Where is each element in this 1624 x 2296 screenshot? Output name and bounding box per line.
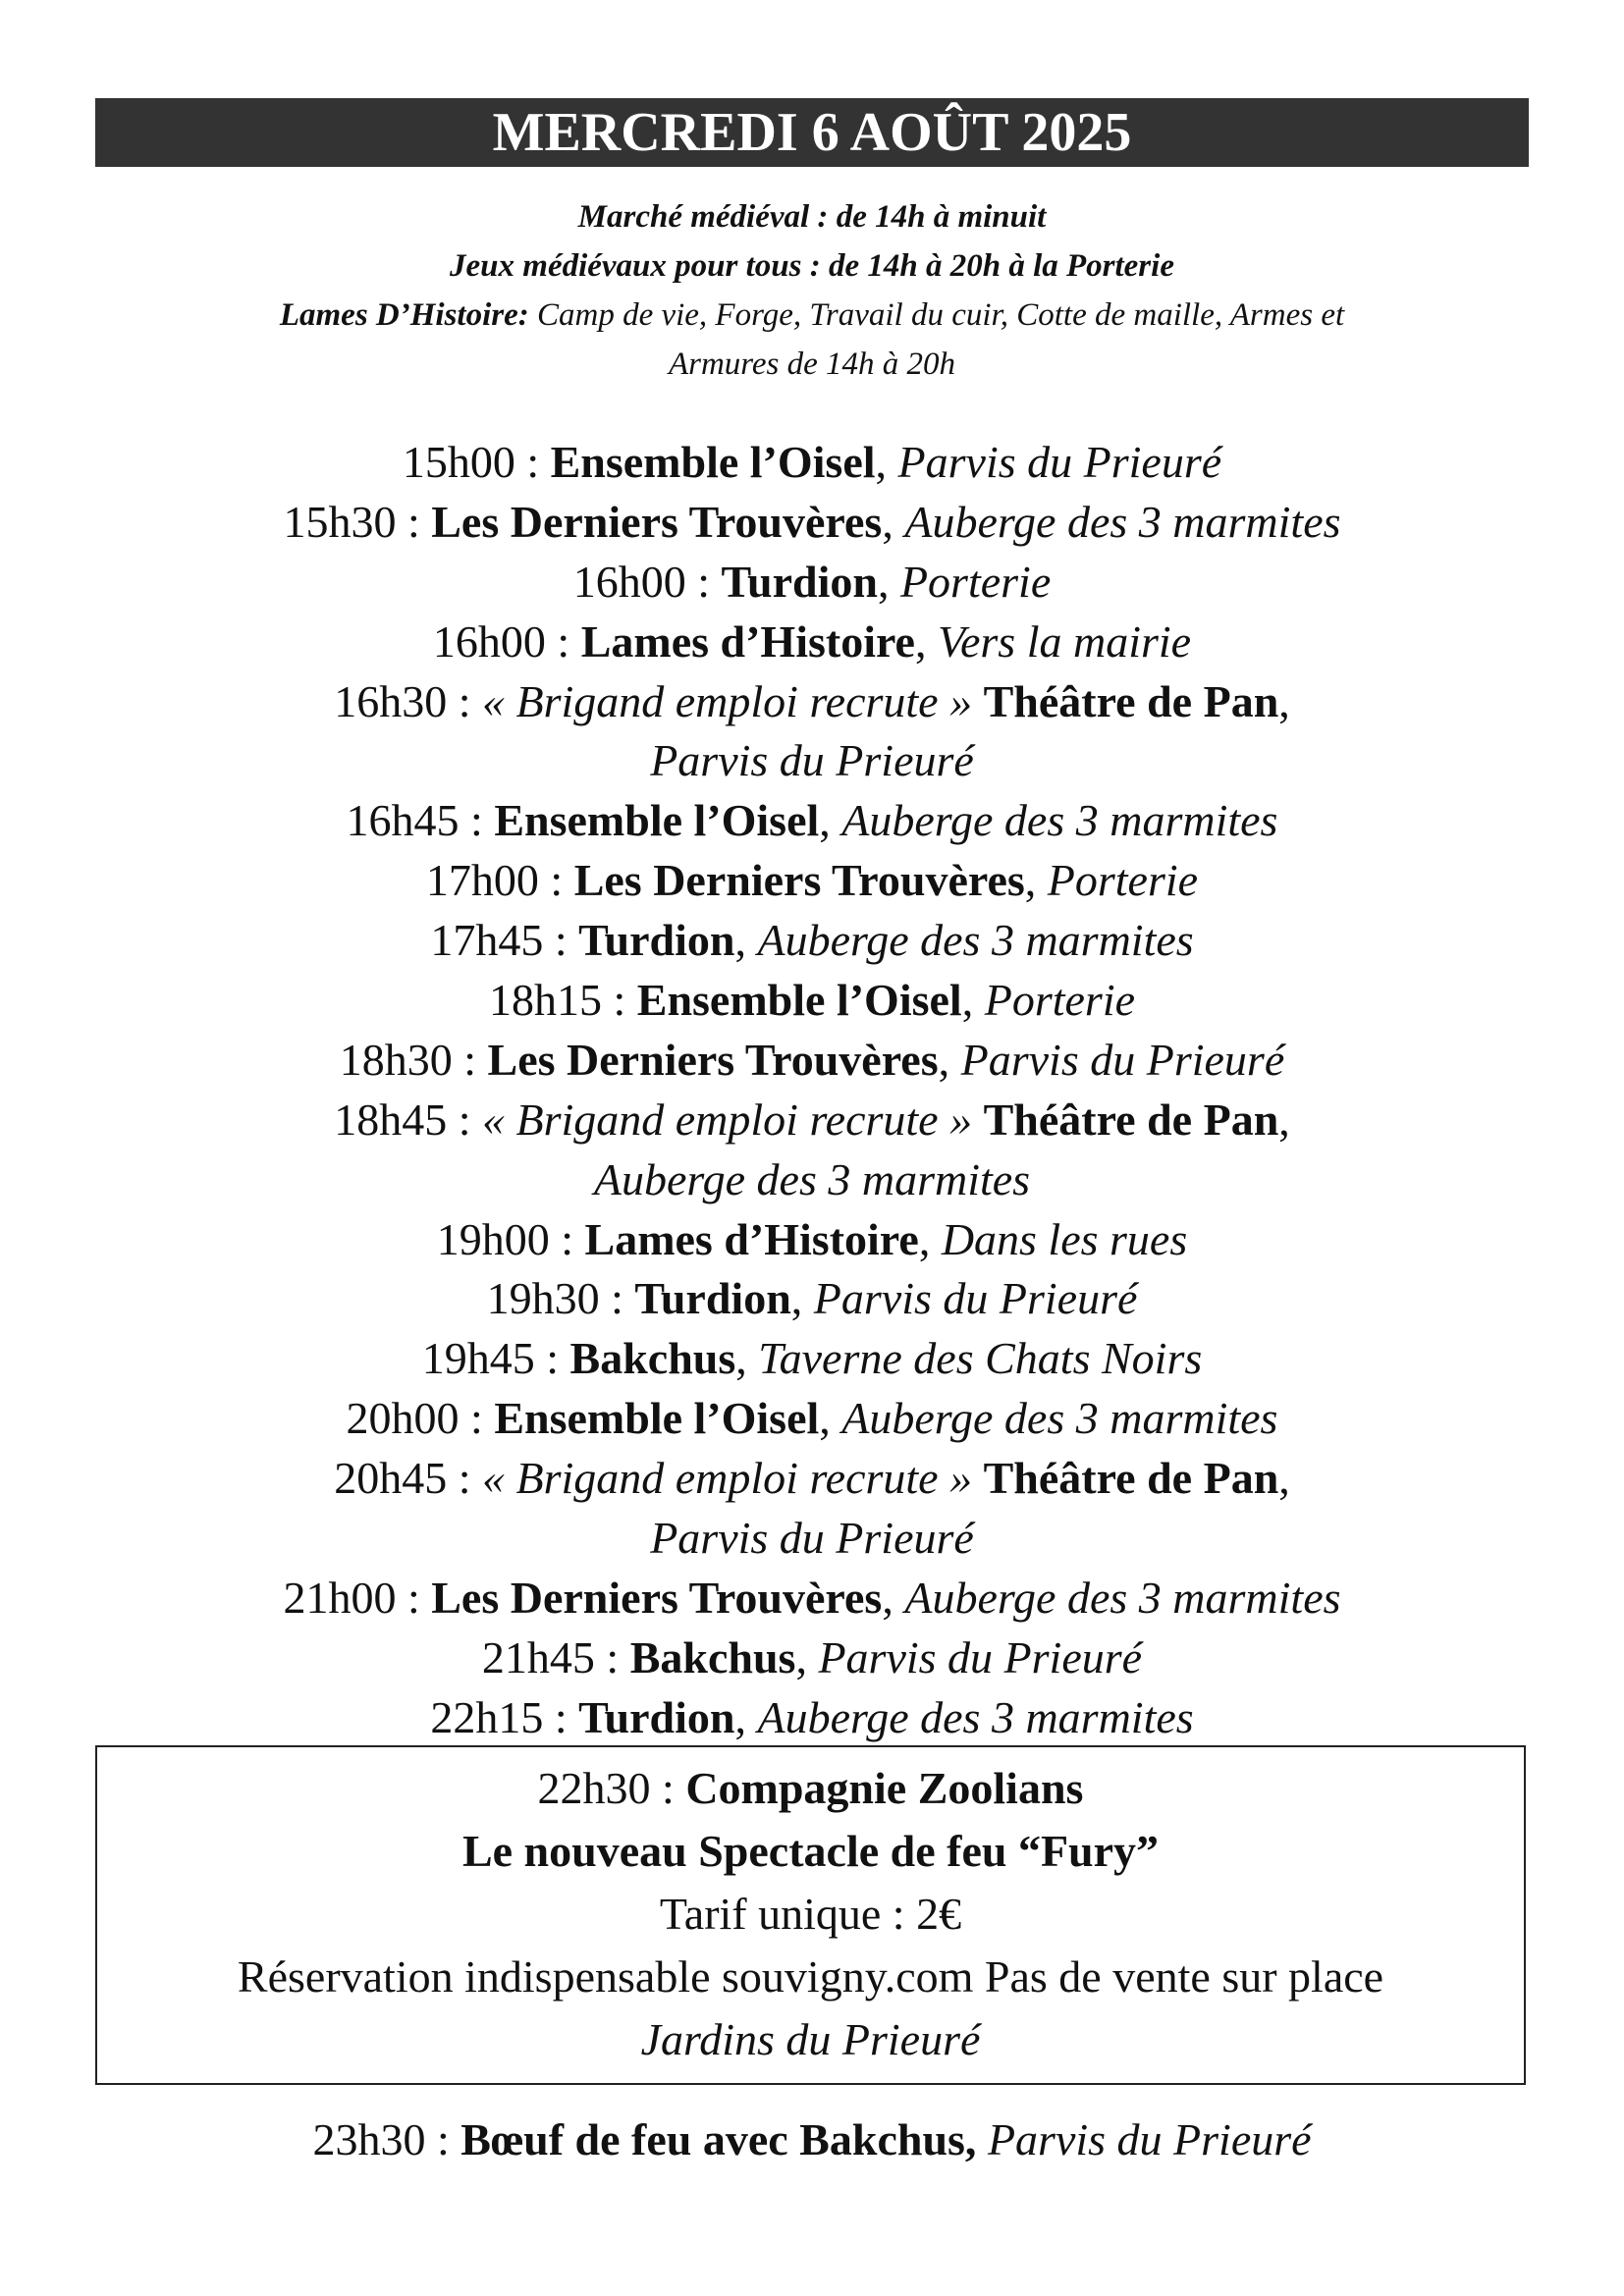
closing-event	[95, 2110, 1529, 2169]
schedule-row	[95, 791, 1529, 851]
schedule-row	[95, 1269, 1529, 1329]
schedule-place: Auberge des 3 marmites	[593, 1153, 1031, 1204]
schedule-place: Vers la mairie	[937, 615, 1192, 667]
schedule-row	[95, 1389, 1529, 1449]
featured-event-box	[95, 1745, 1526, 2085]
schedule-performer: Les Derniers Trouvères	[431, 496, 883, 547]
schedule-performer: Turdion	[634, 1273, 791, 1324]
schedule-time: 19h00 :	[436, 1213, 585, 1264]
schedule-separator: ,	[914, 615, 938, 667]
featured-reservation: Réservation indispensable souvigny.com Pas de vente sur place	[237, 1951, 1384, 2002]
schedule-performer: Les Derniers Trouvères	[573, 855, 1025, 906]
intro-lames-text: Camp de vie, Forge, Travail du cuir, Cotte de maille, Armes et	[528, 297, 1345, 333]
schedule-time: 22h15 :	[430, 1691, 579, 1742]
schedule-row	[95, 971, 1529, 1031]
schedule-place: Auberge des 3 marmites	[841, 795, 1278, 846]
schedule-time: 18h15 :	[488, 975, 637, 1026]
schedule-row	[95, 1569, 1529, 1629]
schedule-separator: ,	[734, 1691, 758, 1742]
schedule-place: Auberge des 3 marmites	[841, 1393, 1278, 1444]
schedule-place: Porterie	[984, 975, 1136, 1026]
schedule-row	[95, 1509, 1529, 1569]
intro-games-label: Jeux médiévaux pour tous :	[450, 248, 821, 284]
schedule-time: 17h00 :	[425, 855, 574, 906]
schedule-row	[95, 1449, 1529, 1509]
schedule-performer: Ensemble l’Oisel	[494, 1393, 820, 1444]
schedule-performer: Théâtre de Pan	[983, 675, 1279, 726]
schedule-separator: ,	[795, 1631, 819, 1682]
schedule-separator: ,	[1024, 855, 1048, 906]
intro-lames-line-2	[95, 340, 1529, 389]
intro-lames-text-2: Armures de 14h à 20h	[668, 347, 956, 382]
intro-market-label: Marché médiéval :	[577, 199, 829, 235]
featured-time: 22h30 :	[537, 1763, 686, 1813]
schedule-place: Auberge des 3 marmites	[757, 1691, 1194, 1742]
schedule-performer: Théâtre de Pan	[983, 1453, 1279, 1504]
schedule-performer: Turdion	[578, 1691, 735, 1742]
schedule-row	[95, 1629, 1529, 1688]
schedule-time: 16h00 :	[432, 615, 581, 667]
schedule-place: Porterie	[899, 556, 1052, 607]
schedule-time: 20h00 :	[346, 1393, 495, 1444]
featured-headline	[97, 1757, 1524, 1820]
schedule-place: Taverne des Chats Noirs	[758, 1333, 1203, 1384]
schedule-separator: ,	[882, 1572, 905, 1623]
page-title: MERCREDI 6 AOÛT 2025	[95, 98, 1529, 167]
schedule-place: Auberge des 3 marmites	[904, 496, 1341, 547]
schedule-time: 16h30 :	[334, 675, 482, 726]
schedule-row	[95, 1091, 1529, 1150]
schedule-time: 19h45 :	[421, 1333, 570, 1384]
schedule-performer: Bakchus	[629, 1631, 796, 1682]
schedule-separator: ,	[882, 496, 905, 547]
schedule-place: Parvis du Prieuré	[960, 1034, 1285, 1085]
intro-market-text: de 14h à minuit	[828, 199, 1047, 235]
intro-games-text: de 14h à 20h à la Porterie	[820, 248, 1174, 284]
schedule-separator: ,	[1278, 1453, 1290, 1504]
schedule-place: Auberge des 3 marmites	[904, 1572, 1341, 1623]
schedule-performer: Les Derniers Trouvères	[487, 1034, 939, 1085]
schedule-separator: ,	[734, 915, 758, 966]
schedule-separator: ,	[918, 1213, 942, 1264]
schedule-show-title: « Brigand emploi recrute »	[481, 1094, 984, 1145]
schedule-place: Porterie	[1047, 855, 1199, 906]
schedule-performer: Turdion	[578, 915, 735, 966]
schedule-time: 15h30 :	[283, 496, 432, 547]
schedule-row	[95, 1150, 1529, 1210]
schedule-separator: ,	[938, 1034, 961, 1085]
intro-lames-label: Lames D’Histoire:	[279, 297, 529, 333]
schedule-row	[95, 672, 1529, 732]
schedule-time: 16h00 :	[572, 556, 722, 607]
schedule-separator: ,	[875, 437, 898, 487]
schedule-performer: Théâtre de Pan	[983, 1094, 1279, 1145]
schedule-place: Parvis du Prieuré	[813, 1273, 1138, 1324]
schedule-time: 21h45 :	[481, 1631, 630, 1682]
schedule-place: Dans les rues	[941, 1213, 1188, 1264]
schedule-separator: ,	[819, 795, 842, 846]
schedule-time: 19h30 :	[486, 1273, 635, 1324]
schedule-place: Parvis du Prieuré	[650, 1513, 974, 1564]
schedule-separator: ,	[1278, 675, 1290, 726]
schedule-show-title: « Brigand emploi recrute »	[481, 675, 984, 726]
schedule-performer: Ensemble l’Oisel	[550, 437, 876, 487]
schedule-place: Parvis du Prieuré	[650, 735, 974, 786]
closing-place: Parvis du Prieuré	[976, 2114, 1312, 2164]
intro-lames-line	[95, 291, 1529, 340]
intro-block	[95, 192, 1529, 389]
schedule-performer: Turdion	[721, 556, 878, 607]
schedule-show-title: « Brigand emploi recrute »	[481, 1453, 984, 1504]
schedule-performer: Lames d’Histoire	[580, 615, 915, 667]
schedule-time: 17h45 :	[430, 915, 579, 966]
featured-show-title: Le nouveau Spectacle de feu “Fury”	[461, 1826, 1160, 1876]
schedule-row	[95, 433, 1529, 493]
schedule-performer: Ensemble l’Oisel	[494, 795, 820, 846]
schedule-time: 16h45 :	[346, 795, 495, 846]
schedule-time: 20h45 :	[334, 1453, 482, 1504]
featured-price: Tarif unique : 2€	[659, 1889, 962, 1939]
schedule-row	[95, 1329, 1529, 1389]
schedule-separator: ,	[735, 1333, 759, 1384]
schedule-row	[95, 731, 1529, 791]
schedule-separator: ,	[877, 556, 900, 607]
schedule-row	[95, 613, 1529, 672]
intro-games-line	[95, 241, 1529, 291]
schedule-row	[95, 851, 1529, 911]
schedule-separator: ,	[1278, 1094, 1290, 1145]
closing-performer: Bœuf de feu avec Bakchus,	[460, 2114, 977, 2164]
closing-time: 23h30 :	[312, 2114, 461, 2164]
schedule-performer: Les Derniers Trouvères	[431, 1572, 883, 1623]
schedule-row	[95, 1688, 1529, 1748]
schedule-time: 18h45 :	[334, 1094, 482, 1145]
schedule-list	[95, 433, 1529, 1748]
schedule-separator: ,	[790, 1273, 814, 1324]
schedule-row	[95, 911, 1529, 971]
schedule-time: 21h00 :	[283, 1572, 432, 1623]
schedule-performer: Lames d’Histoire	[584, 1213, 919, 1264]
schedule-time: 18h30 :	[339, 1034, 488, 1085]
featured-place: Jardins du Prieuré	[640, 2014, 981, 2064]
schedule-performer: Bakchus	[569, 1333, 736, 1384]
schedule-row	[95, 1210, 1529, 1270]
schedule-separator: ,	[819, 1393, 842, 1444]
schedule-row	[95, 1031, 1529, 1091]
schedule-time: 15h00 :	[402, 437, 551, 487]
schedule-place: Auberge des 3 marmites	[757, 915, 1194, 966]
schedule-separator: ,	[961, 975, 985, 1026]
schedule-performer: Ensemble l’Oisel	[636, 975, 962, 1026]
schedule-place: Parvis du Prieuré	[897, 437, 1222, 487]
schedule-place: Parvis du Prieuré	[818, 1631, 1143, 1682]
schedule-row	[95, 493, 1529, 553]
intro-market-line	[95, 192, 1529, 241]
schedule-row	[95, 553, 1529, 613]
featured-performer: Compagnie Zoolians	[685, 1763, 1084, 1813]
